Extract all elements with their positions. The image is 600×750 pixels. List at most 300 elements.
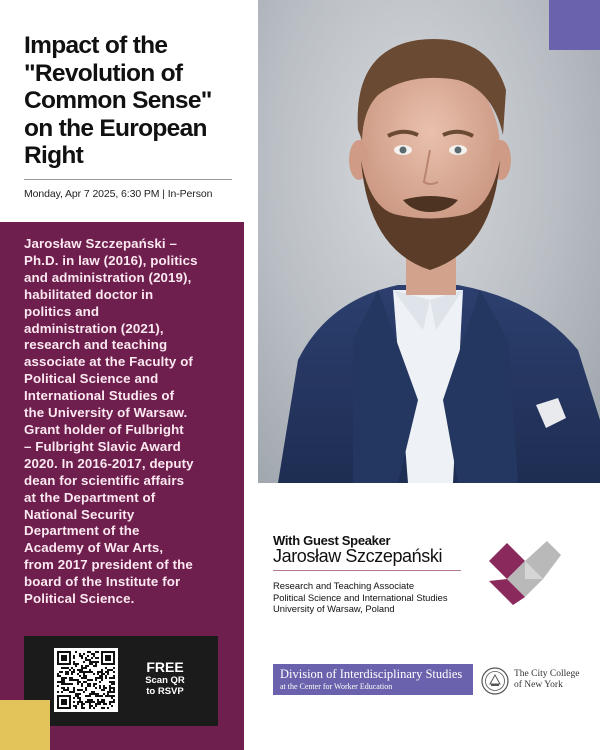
- qr-module: [69, 697, 71, 699]
- qr-module: [89, 679, 91, 681]
- qr-module: [113, 677, 115, 679]
- qr-module: [87, 695, 89, 697]
- qr-module: [63, 707, 65, 709]
- qr-module: [99, 687, 101, 689]
- qr-module: [63, 689, 65, 691]
- qr-module: [73, 655, 75, 657]
- qr-module: [97, 657, 99, 659]
- speaker-bio: [24, 236, 240, 608]
- qr-module: [71, 683, 73, 685]
- qr-module: [99, 677, 101, 679]
- qr-module: [63, 683, 65, 685]
- bio-line: at the Department of: [24, 489, 156, 505]
- qr-module: [109, 695, 111, 697]
- qr-module: [91, 701, 93, 703]
- bio-line: politics and: [24, 303, 100, 319]
- qr-module: [111, 681, 113, 683]
- qr-module: [111, 695, 113, 697]
- college-line: of New York: [514, 680, 563, 690]
- qr-module: [111, 669, 113, 671]
- qr-module: [65, 655, 67, 657]
- qr-module: [87, 701, 89, 703]
- qr-module: [107, 673, 109, 675]
- qr-module: [113, 701, 115, 703]
- qr-module: [109, 685, 111, 687]
- qr-module: [57, 701, 59, 703]
- qr-module: [77, 693, 79, 695]
- qr-module: [79, 653, 81, 655]
- qr-module: [69, 695, 71, 697]
- qr-module: [103, 687, 105, 689]
- qr-module: [95, 665, 97, 667]
- qr-module: [109, 701, 111, 703]
- qr-module: [71, 667, 73, 669]
- qr-module: [89, 693, 91, 695]
- qr-module: [111, 701, 113, 703]
- qr-module: [81, 655, 83, 657]
- qr-module: [95, 661, 97, 663]
- qr-module: [85, 665, 87, 667]
- qr-module: [95, 695, 97, 697]
- division-logo: [485, 541, 565, 607]
- qr-module: [105, 703, 107, 705]
- qr-module: [67, 667, 69, 669]
- qr-module: [83, 675, 85, 677]
- qr-module: [85, 687, 87, 689]
- qr-module: [61, 691, 63, 693]
- qr-module: [83, 673, 85, 675]
- qr-module: [113, 689, 115, 691]
- qr-module: [65, 657, 67, 659]
- qr-module: [103, 701, 105, 703]
- qr-module: [87, 655, 89, 657]
- college-name: [514, 669, 579, 691]
- qr-module: [81, 683, 83, 685]
- qr-module: [109, 703, 111, 705]
- qr-module: [109, 681, 111, 683]
- qr-module: [69, 703, 71, 705]
- qr-module: [63, 663, 65, 665]
- qr-module: [61, 699, 63, 701]
- qr-module: [83, 681, 85, 683]
- qr-module: [61, 677, 63, 679]
- qr-module: [107, 671, 109, 673]
- rsvp-qr-code[interactable]: [54, 648, 118, 712]
- qr-module: [69, 653, 71, 655]
- qr-module: [89, 701, 91, 703]
- qr-module: [105, 659, 107, 661]
- qr-module: [109, 677, 111, 679]
- qr-module: [67, 707, 69, 709]
- qr-module: [65, 695, 67, 697]
- qr-module: [85, 689, 87, 691]
- college-line: The City College: [514, 669, 580, 679]
- bio-line: associate at the Faculty of: [24, 354, 193, 370]
- qr-module: [61, 679, 63, 681]
- qr-module: [99, 703, 101, 705]
- qr-module: [71, 677, 73, 679]
- qr-module: [99, 701, 101, 703]
- free-label: FREE: [146, 659, 184, 675]
- qr-module: [105, 655, 107, 657]
- qr-module: [89, 683, 91, 685]
- qr-module: [69, 701, 71, 703]
- qr-module: [73, 661, 75, 663]
- qr-module: [87, 699, 89, 701]
- college-seal-icon: [481, 667, 509, 695]
- qr-module: [95, 651, 97, 653]
- qr-module: [97, 671, 99, 673]
- qr-module: [97, 695, 99, 697]
- qr-module: [77, 679, 79, 681]
- qr-module: [109, 663, 111, 665]
- qr-module: [95, 687, 97, 689]
- division-badge: [273, 664, 473, 695]
- qr-module: [57, 663, 59, 665]
- qr-module: [75, 695, 77, 697]
- qr-module: [57, 691, 59, 693]
- qr-module: [87, 685, 89, 687]
- qr-module: [113, 659, 115, 661]
- qr-code-icon: [57, 651, 115, 709]
- qr-module: [59, 671, 61, 673]
- qr-module: [69, 669, 71, 671]
- qr-module: [57, 661, 59, 663]
- qr-module: [67, 673, 69, 675]
- qr-module: [105, 695, 107, 697]
- qr-module: [81, 685, 83, 687]
- qr-module: [107, 659, 109, 661]
- qr-module: [65, 671, 67, 673]
- qr-module: [91, 691, 93, 693]
- qr-module: [93, 653, 95, 655]
- qr-module: [83, 671, 85, 673]
- qr-module: [89, 671, 91, 673]
- qr-module: [59, 651, 61, 653]
- speaker-portrait-icon: [258, 0, 600, 483]
- qr-module: [79, 675, 81, 677]
- title-line: on the European: [24, 114, 207, 142]
- qr-module: [107, 695, 109, 697]
- qr-module: [67, 695, 69, 697]
- qr-module: [67, 689, 69, 691]
- qr-module: [69, 707, 71, 709]
- qr-module: [101, 677, 103, 679]
- qr-module: [63, 657, 65, 659]
- qr-module: [101, 701, 103, 703]
- qr-module: [63, 695, 65, 697]
- title-line: Impact of the: [24, 32, 168, 59]
- speaker-name: Jarosław Szczepański: [273, 546, 443, 566]
- qr-module: [85, 657, 87, 659]
- scan-instructions: [130, 676, 200, 697]
- qr-module: [73, 697, 75, 699]
- qr-module: [109, 691, 111, 693]
- qr-module: [57, 655, 59, 657]
- bio-line: the University of Warsaw.: [24, 405, 188, 421]
- qr-module: [111, 677, 113, 679]
- qr-module: [61, 655, 63, 657]
- speaker-photo: [258, 0, 600, 483]
- qr-module: [101, 659, 103, 661]
- qr-module: [93, 665, 95, 667]
- qr-module: [81, 669, 83, 671]
- qr-module: [101, 655, 103, 657]
- qr-module: [77, 703, 79, 705]
- qr-module: [59, 663, 61, 665]
- qr-module: [113, 687, 115, 689]
- bio-line: dean for scientific affairs: [24, 472, 185, 488]
- qr-module: [57, 659, 59, 661]
- qr-module: [61, 683, 63, 685]
- qr-module: [79, 689, 81, 691]
- qr-module: [81, 689, 83, 691]
- qr-module: [89, 707, 91, 709]
- qr-module: [89, 705, 91, 707]
- qr-module: [61, 687, 63, 689]
- qr-module: [97, 699, 99, 701]
- qr-module: [109, 651, 111, 653]
- qr-module: [63, 681, 65, 683]
- qr-module: [83, 667, 85, 669]
- qr-module: [99, 681, 101, 683]
- qr-module: [105, 677, 107, 679]
- qr-module: [79, 655, 81, 657]
- qr-module: [89, 669, 91, 671]
- qr-module: [65, 689, 67, 691]
- qr-module: [85, 681, 87, 683]
- qr-module: [101, 671, 103, 673]
- scan-line: to RSVP: [146, 685, 184, 697]
- title-divider: [24, 179, 232, 180]
- qr-module: [89, 659, 91, 661]
- qr-module: [81, 657, 83, 659]
- qr-module: [77, 681, 79, 683]
- qr-module: [109, 669, 111, 671]
- qr-module: [61, 667, 63, 669]
- qr-module: [97, 673, 99, 675]
- qr-module: [59, 681, 61, 683]
- qr-module: [57, 681, 59, 683]
- qr-module: [101, 653, 103, 655]
- qr-module: [107, 693, 109, 695]
- qr-module: [83, 707, 85, 709]
- qr-module: [93, 673, 95, 675]
- bio-line: Political Science.: [24, 591, 135, 607]
- qr-module: [81, 705, 83, 707]
- qr-module: [73, 663, 75, 665]
- qr-module: [57, 673, 59, 675]
- qr-module: [95, 657, 97, 659]
- qr-module: [113, 663, 115, 665]
- qr-module: [81, 671, 83, 673]
- qr-module: [79, 671, 81, 673]
- qr-module: [61, 663, 63, 665]
- qr-module: [93, 691, 95, 693]
- qr-module: [57, 707, 59, 709]
- qr-module: [63, 701, 65, 703]
- qr-module: [85, 675, 87, 677]
- bio-line: habilitated doctor in: [24, 286, 154, 302]
- qr-module: [101, 695, 103, 697]
- bio-line: Department of the: [24, 523, 140, 539]
- qr-module: [87, 683, 89, 685]
- qr-module: [103, 699, 105, 701]
- qr-module: [109, 659, 111, 661]
- qr-module: [103, 707, 105, 709]
- qr-module: [61, 681, 63, 683]
- yellow-accent-block: [0, 700, 50, 750]
- qr-module: [97, 677, 99, 679]
- bio-line: Political Science and: [24, 371, 159, 387]
- qr-module: [69, 679, 71, 681]
- qr-module: [113, 681, 115, 683]
- qr-module: [69, 691, 71, 693]
- qr-module: [103, 673, 105, 675]
- qr-module: [107, 707, 109, 709]
- qr-module: [73, 669, 75, 671]
- qr-module: [113, 651, 115, 653]
- qr-module: [113, 655, 115, 657]
- qr-module: [89, 651, 91, 653]
- bio-line: from 2017 president of the: [24, 557, 193, 573]
- qr-module: [69, 657, 71, 659]
- qr-module: [91, 661, 93, 663]
- qr-module: [83, 691, 85, 693]
- division-subname: at the Center for Worker Education: [280, 682, 393, 691]
- qr-module: [101, 699, 103, 701]
- qr-module: [85, 667, 87, 669]
- qr-module: [71, 679, 73, 681]
- qr-module: [113, 695, 115, 697]
- qr-module: [77, 673, 79, 675]
- qr-module: [93, 683, 95, 685]
- qr-module: [61, 657, 63, 659]
- qr-module: [107, 655, 109, 657]
- qr-module: [75, 663, 77, 665]
- qr-module: [67, 671, 69, 673]
- qr-module: [113, 671, 115, 673]
- qr-module: [63, 667, 65, 669]
- qr-module: [91, 671, 93, 673]
- qr-module: [57, 703, 59, 705]
- qr-module: [75, 679, 77, 681]
- bio-line: and administration (2019),: [24, 269, 192, 285]
- qr-module: [79, 681, 81, 683]
- qr-module: [63, 677, 65, 679]
- qr-module: [95, 705, 97, 707]
- qr-module: [65, 699, 67, 701]
- qr-module: [97, 703, 99, 705]
- qr-module: [73, 691, 75, 693]
- qr-module: [77, 663, 79, 665]
- qr-module: [77, 669, 79, 671]
- qr-module: [97, 651, 99, 653]
- qr-module: [75, 693, 77, 695]
- title-line: "Revolution of: [24, 59, 183, 87]
- qr-module: [69, 651, 71, 653]
- qr-module: [99, 685, 101, 687]
- qr-module: [111, 687, 113, 689]
- qr-module: [65, 663, 67, 665]
- qr-module: [105, 687, 107, 689]
- qr-module: [65, 673, 67, 675]
- qr-module: [67, 663, 69, 665]
- qr-module: [69, 655, 71, 657]
- qr-module: [107, 669, 109, 671]
- qr-module: [77, 689, 79, 691]
- qr-module: [59, 695, 61, 697]
- qr-module: [63, 699, 65, 701]
- qr-module: [101, 669, 103, 671]
- qr-module: [89, 699, 91, 701]
- qr-module: [95, 693, 97, 695]
- qr-module: [89, 695, 91, 697]
- qr-module: [101, 651, 103, 653]
- college-seal: [481, 667, 509, 695]
- qr-module: [83, 703, 85, 705]
- qr-module: [67, 651, 69, 653]
- qr-module: [59, 707, 61, 709]
- qr-module: [103, 689, 105, 691]
- qr-module: [67, 687, 69, 689]
- qr-module: [79, 697, 81, 699]
- qr-module: [105, 675, 107, 677]
- qr-module: [103, 663, 105, 665]
- qr-module: [107, 657, 109, 659]
- qr-module: [83, 653, 85, 655]
- qr-module: [77, 695, 79, 697]
- qr-module: [109, 657, 111, 659]
- qr-module: [101, 673, 103, 675]
- qr-module: [91, 657, 93, 659]
- qr-module: [83, 677, 85, 679]
- qr-module: [61, 651, 63, 653]
- qr-module: [75, 707, 77, 709]
- qr-module: [111, 683, 113, 685]
- event-title: [24, 32, 239, 170]
- qr-module: [65, 659, 67, 661]
- qr-module: [69, 705, 71, 707]
- qr-module: [97, 701, 99, 703]
- qr-module: [97, 693, 99, 695]
- qr-module: [61, 671, 63, 673]
- qr-module: [61, 695, 63, 697]
- qr-module: [93, 693, 95, 695]
- qr-module: [113, 667, 115, 669]
- qr-module: [61, 701, 63, 703]
- qr-module: [81, 703, 83, 705]
- qr-module: [73, 687, 75, 689]
- affiliation-line: Political Science and International Studies: [273, 591, 448, 603]
- qr-module: [71, 673, 73, 675]
- qr-module: [69, 699, 71, 701]
- qr-module: [109, 689, 111, 691]
- qr-module: [83, 661, 85, 663]
- bio-line: research and teaching: [24, 337, 168, 353]
- qr-module: [79, 699, 81, 701]
- qr-module: [61, 659, 63, 661]
- qr-module: [105, 657, 107, 659]
- qr-module: [63, 687, 65, 689]
- qr-module: [101, 707, 103, 709]
- qr-module: [73, 657, 75, 659]
- qr-module: [101, 689, 103, 691]
- scan-line: Scan QR: [145, 675, 185, 686]
- qr-module: [95, 703, 97, 705]
- qr-module: [93, 661, 95, 663]
- qr-module: [65, 701, 67, 703]
